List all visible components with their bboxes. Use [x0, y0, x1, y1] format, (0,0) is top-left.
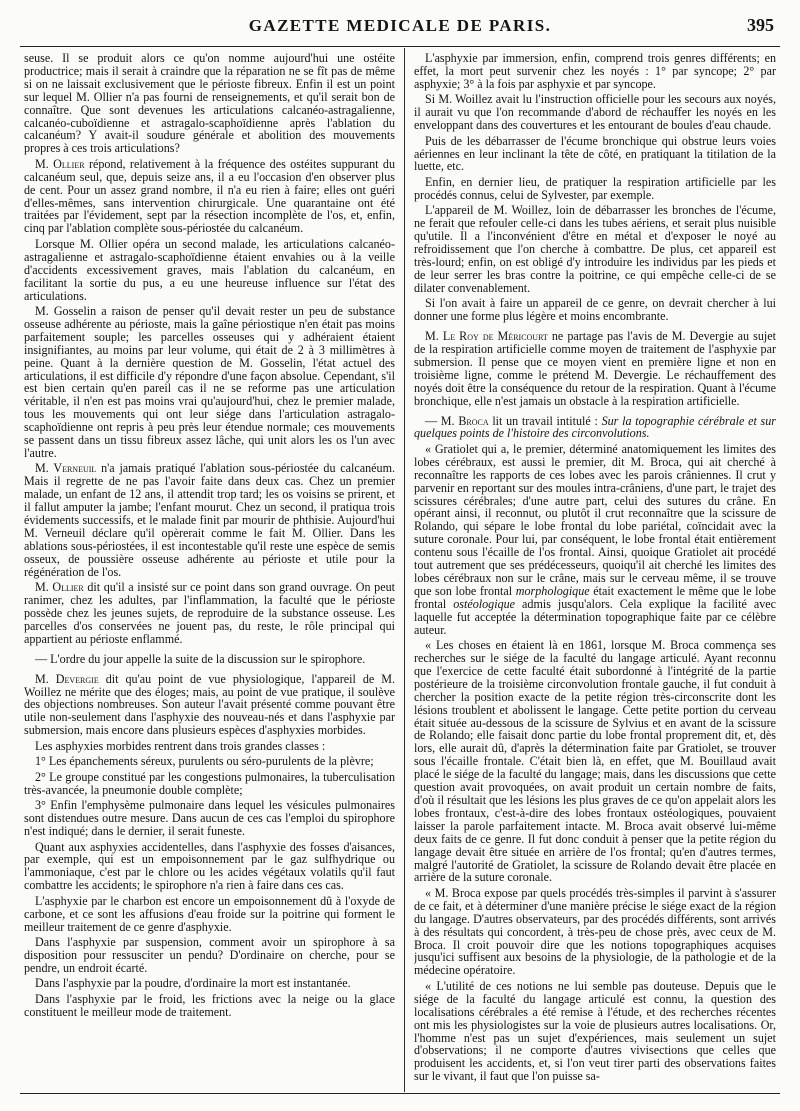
paragraph-text: Les asphyxies morbides rentrent dans trois grandes classes : — [35, 738, 326, 753]
paragraph — [414, 639, 776, 884]
paragraph-text: seuse. Il se produit alors ce qu'on nomme aujourd'hui une ostéite productrice; mais il serait à craindre que la réparation ne se fît pas de même si on ne laissait exclusivement que le périoste fibreux. Enfin il est un point sur lequel M. Ollier n'a pas fourni de renseignements, et qu'il serait bon de connaître. Que sont devenues les articulations calcanéo-astragalienne, calcanéo-cuboïdienne et astragalo-scaphoïdienne après l'ablation du calcanéum? Y avait-il soudure générale et abolition des mouvements propres à ces trois articulations? — [24, 52, 395, 156]
paragraph-text: Enfin, en dernier lieu, de pratiquer la respiration artificielle par les procédés connus, celui de Sylvester, par exemple. — [414, 174, 776, 202]
paragraph — [414, 443, 776, 637]
paragraph-text: Dans l'asphyxie par la poudre, d'ordinaire la mort est instantanée. — [35, 976, 351, 991]
paragraph — [24, 993, 395, 1019]
paragraph — [24, 977, 395, 990]
paragraph — [24, 158, 395, 235]
paragraph — [24, 462, 395, 578]
paragraph-text: L'asphyxie par le charbon est encore un empoisonnement dû à l'oxyde de carbone, et ce sont les affusions d'eau froide sur la poitrine qui forment le meilleur traitement de ce genre d'asphyxie. — [24, 893, 395, 934]
paragraph-text: M. Gosselin a raison de penser qu'il devait rester un peu de substance osseuse adhérente au périoste, mais la gaîne périostique n'en était pas moins parfaitement souple; les parcelles osseuses qui y adhéraient étaient insignifiantes, au moins par leur volume, qui était de 2 à 3 millimètres à peine. Quant à la dernière question de M. Gosselin, l'état actuel des articulations, il est difficile d'y répondre d'une façon absolue. Cependant, s'il est bien certain qu'en pareil cas il ne se reforme pas une articulation véritable, il n'en est pas moins vrai qu'aujourd'hui, chez le premier malade, tous les mouvements qui ont leur siége dans l'articulation astragalo-scaphoïdienne ont repris à peu près leur étendue normale; ces mouvements se passent dans un tissu fibreux assez lâche, qui unit alors les os l'un avec l'autre. — [24, 304, 395, 460]
running-title: GAZETTE MEDICALE DE PARIS. — [248, 16, 552, 35]
paragraph-text: n'a jamais pratiqué l'ablation sous-périostée du calcanéum. Mais il regrette de ne pas l'avoir faite dans deux cas. Chez un premier malade, un enfant de 12 ans, il attendit trop tard; les os voisins se prirent, et il fallut amputer la jambe; l'enfant mourut. Chez un second, il pratiqua trois évidements successifs, et le malade finit par mourir de phthisie. Aujourd'hui M. Verneuil déclare qu'il opèrerait comme le fait M. Ollier. Dans les ablations sous-périostées, il est incontestable qu'il reste une espèce de semis osseux, de poussière osseuse adhérente au périoste et utile pour la régénération de l'os. — [24, 461, 395, 579]
italic-text: morphologique — [515, 583, 590, 598]
paragraph-text: ne partage pas l'avis de M. Devergie au sujet de la respiration artificielle comme moyen de traitement de l'asphyxie par submersion. Il pense que ce moyen vient en première ligne et non en troisième ligne, comme le prétend M. Devergie. Le réchauffement des noyés doit être la conséquence du retour de la respiration. Quant à l'écume bronchique, elle n'est jamais un obstacle à la respiration artificielle. — [414, 329, 776, 408]
paragraph-text: répond, relativement à la fréquence des ostéites suppurant du calcanéum seul, que, depuis seize ans, il a eu l'occasion d'en observer plus de cent. Pour un assez grand nombre, il n'a eu rien à faire; elles ont guéri d'elles-mêmes, sans intervention chirurgicale. Une quarantaine ont été traitées par l'évidement, sept par la résection incomplète de l'os, et, enfin, cinq par l'ablation complète sous-périostée du calcanéum. — [24, 156, 395, 236]
paragraph — [24, 305, 395, 460]
paragraph-text: Si l'on avait à faire un appareil de ce genre, on devrait chercher à lui donner une forme plus légère et moins encombrante. — [414, 296, 776, 324]
paragraph-text: était exactement le même que le lobe frontal — [414, 583, 776, 611]
paragraph-text: « Les choses en étaient là en 1861, lorsque M. Broca commença ses recherches sur le siége de la faculté du langage articulé. Ayant reconnu que l'exercice de cette faculté était subordonné à l'intégrité de la partie postérieure de la troisième circonvolution frontale gauche, il fut conduit à chercher la position exacte de la petite région très-circonscrite dont les lésions troublent et abolissent le langage. Cette petite portion du cerveau était située au-dessous de la scissure de Sylvius et en avant de la scissure de Rolando; elle faisait donc partie du lobe frontal proprement dit, et, dès lors, elle aurait dû, d'après la détermination faite par Gratiolet, se trouver sous l'écaille frontale. C'était bien là, en effet, que M. Bouillaud avait placé le siége de la faculté du langage; mais, dans les discussions que cette question avait provoquées, on avait produit un certain nombre de faits, d'où il résultait que les lésions les plus graves de ce qu'on appelait alors les lobes frontaux, c'est-à-dire des lobes frontaux ostéologiques, pouvaient laisser la parole parfaitement intacte. M. Broca avait observé lui-même deux faits de ce genre. Il fut donc conduit à penser que la petite région du langage devait être située en arrière de l'os frontal; qu'en d'autres termes, malgré l'autorité de Gratiolet, la scissure de Rolando devait être placée en arrière de la suture coronale. — [414, 638, 776, 885]
paragraph-text: — M. — [425, 413, 459, 428]
paragraph — [24, 673, 395, 738]
paragraph — [24, 52, 395, 155]
paragraph-text: 2° Le groupe constitué par les congestions pulmonaires, la tuberculisation très-avancée, la pneumonie double complète; — [24, 769, 395, 797]
paragraph — [24, 895, 395, 934]
speaker-name: M. Devergie — [35, 671, 99, 686]
paragraph-text: « M. Broca expose par quels procédés très-simples il parvint à s'assurer de ce fait, et à déterminer d'une manière précise le siége exact de la région du langage. D'autres observateurs, par des procédés différents, sont arrivés à des résultats qui concordent, à très-peu de chose près, avec ceux de M. Broca. Il croit pouvoir dire que les notions topographiques acquises jusqu'ici suffisent aux besoins de la physiologie, de la pathologie et de la médecine opératoire. — [414, 885, 776, 978]
paragraph — [414, 297, 776, 323]
paragraph — [24, 841, 395, 893]
paragraph-text: L'appareil de M. Woillez, loin de débarrasser les bronches de l'écume, ne ferait que refouler celle-ci dans les tubes aériens, et serait plus nuisible qu'utile. Il a l'inconvénient d'être en métal et d'exposer le noyé au refroidissement que l'on cherche à combattre. De plus, cet appareil est très-lourd; enfin, on est obligé d'y introduire les individus par les pieds et de leur serrer les bras contre la poitrine, ce qui empêche celle-ci de se dilater convenablement. — [414, 203, 776, 295]
paragraph — [24, 936, 395, 975]
paragraph-text: 3° Enfin l'emphysème pulmonaire dans lequel les vésicules pulmonaires sont distendues outre mesure. Dans aucun de ces cas l'emploi du spirophore n'est indiqué; dans le dernier, il serait funeste. — [24, 798, 395, 838]
page-header — [20, 10, 780, 44]
speaker-name: M. Verneuil — [35, 461, 97, 476]
paragraph-text: Puis de les débarrasser de l'écume bronchique qui obstrue leurs voies aériennes en leur inclinant la tête de côté, en pratiquant la titilation de la luette, etc. — [414, 133, 776, 174]
right-column — [414, 52, 776, 1090]
header-rule — [20, 46, 780, 47]
italic-text: ostéologique — [453, 596, 516, 611]
paragraph-text: dit qu'au point de vue physiologique, l'appareil de M. Woillez ne mérite que des éloges; mais, au point de vue pratique, il soulève des objections nombreuses. Son auteur l'avait présenté comme pouvant être utile non-seulement dans l'asphyxie des nouveau-nés et dans l'asphyxie par submersion, mais encore dans plusieurs espèces d'asphyxies morbides. — [24, 671, 395, 738]
speaker-name: Broca — [458, 413, 489, 428]
paragraph — [414, 176, 776, 202]
paragraph — [414, 980, 776, 1083]
paragraph — [24, 238, 395, 303]
speaker-name: M. Ollier — [35, 580, 84, 595]
paragraph-text: — L'ordre du jour appelle la suite de la discussion sur le spirophore. — [35, 651, 366, 666]
footer-rule — [20, 1093, 780, 1094]
paragraph-text: L'asphyxie par immersion, enfin, comprend trois genres différents; en effet, la mort peut survenir chez les noyés : 1° par syncope; 2° par asphyxie; 3° à la fois par asphyxie et par syncope. — [414, 52, 776, 91]
paragraph-text: Quant aux asphyxies accidentelles, dans l'asphyxie des fosses d'aisances, par exemple, qui est un empoisonnement par le gaz sulfhydrique ou l'ammoniaque, c'est par le chlore ou les acides végétaux volatils qu'il faut combattre les accidents; le spirophore n'a rien à faire dans ces cas. — [24, 839, 395, 893]
speaker-name: M. Le Roy de Méricourt — [425, 329, 548, 344]
italic-text: Sur la topographie cérébrale et sur quelques points de l'histoire des circonvolutions. — [414, 413, 776, 441]
paragraph-text: admis jusqu'alors. Cela explique la facilité avec laquelle fut acceptée la détermination topographique faite par ce célèbre auteur. — [414, 596, 776, 637]
paragraph-text: dit qu'il a insisté sur ce point dans son grand ouvrage. On peut ranimer, chez les adultes, par l'inflammation, la faculté que le périoste possède chez les jeunes sujets, de reproduire de la substance osseuse. Les parcelles d'os conservées ne jouent pas, du reste, le rôle principal qui appartient au périoste enflammé. — [24, 580, 395, 646]
paragraph — [414, 887, 776, 977]
paragraph — [414, 93, 776, 132]
paragraph-text: 1° Les épanchements séreux, purulents ou séro-purulents de la plèvre; — [35, 754, 374, 769]
paragraph-text: Lorsque M. Ollier opéra un second malade, les articulations calcanéo-astragalienne et astragalo-scaphoïdienne étaient envahies ou à la veille d'accidents excessivement graves, mais l'ablation du calcanéum, en facilitant la sortie du pus, a eu une heureuse influence sur l'état des articulations. — [24, 236, 395, 303]
paragraph — [414, 415, 776, 441]
paragraph-text: Dans l'asphyxie par suspension, comment avoir un spirophore à sa disposition pour ressusciter un pendu? D'ordinaire on cherche, pour se pendre, un endroit écarté. — [24, 935, 395, 975]
paragraph — [414, 135, 776, 174]
paragraph-text: Dans l'asphyxie par le froid, les frictions avec la neige ou la glace constituent le meilleur mode de traitement. — [24, 991, 395, 1019]
paragraph — [414, 204, 776, 294]
paragraph — [24, 771, 395, 797]
speaker-name: M. Ollier — [35, 156, 85, 171]
left-column — [24, 52, 395, 1090]
column-divider — [404, 48, 405, 1092]
paragraph — [24, 799, 395, 838]
paragraph-text: lit un travail intitulé : — [488, 413, 602, 428]
paragraph — [24, 755, 395, 768]
paragraph — [24, 740, 395, 753]
paragraph-text: Si M. Woillez avait lu l'instruction officielle pour les secours aux noyés, il aurait vu que l'on recommande d'abord de réchauffer les noyés en les enveloppant dans des couvertures et les entourant de boules d'eau chaude. — [414, 92, 776, 133]
paragraph — [414, 330, 776, 407]
paragraph — [414, 52, 776, 91]
paragraph-text: « L'utilité de ces notions ne lui semble pas douteuse. Depuis que le siége de la faculté du langage articulé est connu, la question des localisations cérébrales a été remise à l'étude, et des recherches récentes ont mis les physiologistes sur la voie de plusieurs autres localisations. Or, l'homme n'est pas un sujet d'expériences, mais seulement un sujet d'observations; il ne comporte d'autres vivisections que celles que produisent les accidents, et, si l'on veut tirer parti des observations faites sur le vivant, il faut que l'on puisse sa- — [414, 978, 776, 1084]
page-number: 395 — [747, 15, 774, 35]
paragraph — [24, 581, 395, 646]
paragraph — [24, 653, 395, 666]
paragraph-text: « Gratiolet qui a, le premier, déterminé anatomiquement les limites des lobes cérébraux, est aussi le premier, dit M. Broca, qui ait cherché à reconnaître les rapports de ces lobes avec les parois crâniennes. Il crut y parvenir en reportant sur des moules intra-crâniens, d'une part, le trajet des scissures cérébrales; d'une autre part, celui des sutures du crâne. En opérant ainsi, il reconnut, ou plutôt il crut reconnaître que la scissure de Rolando, qui sépare le lobe frontal du lobe pariétal, coïncidait avec la suture coronale. Pour lui, par conséquent, le lobe frontal était entièrement contenu sous l'écaille de l'os frontal. Ainsi, quoique Gratiolet ait procédé tout autrement que ses prédécesseurs, quoiqu'il ait cherché les limites des lobes cérébraux non sur le crâne, mais sur le cerveau même, il se trouve que son lobe frontal — [414, 441, 776, 598]
